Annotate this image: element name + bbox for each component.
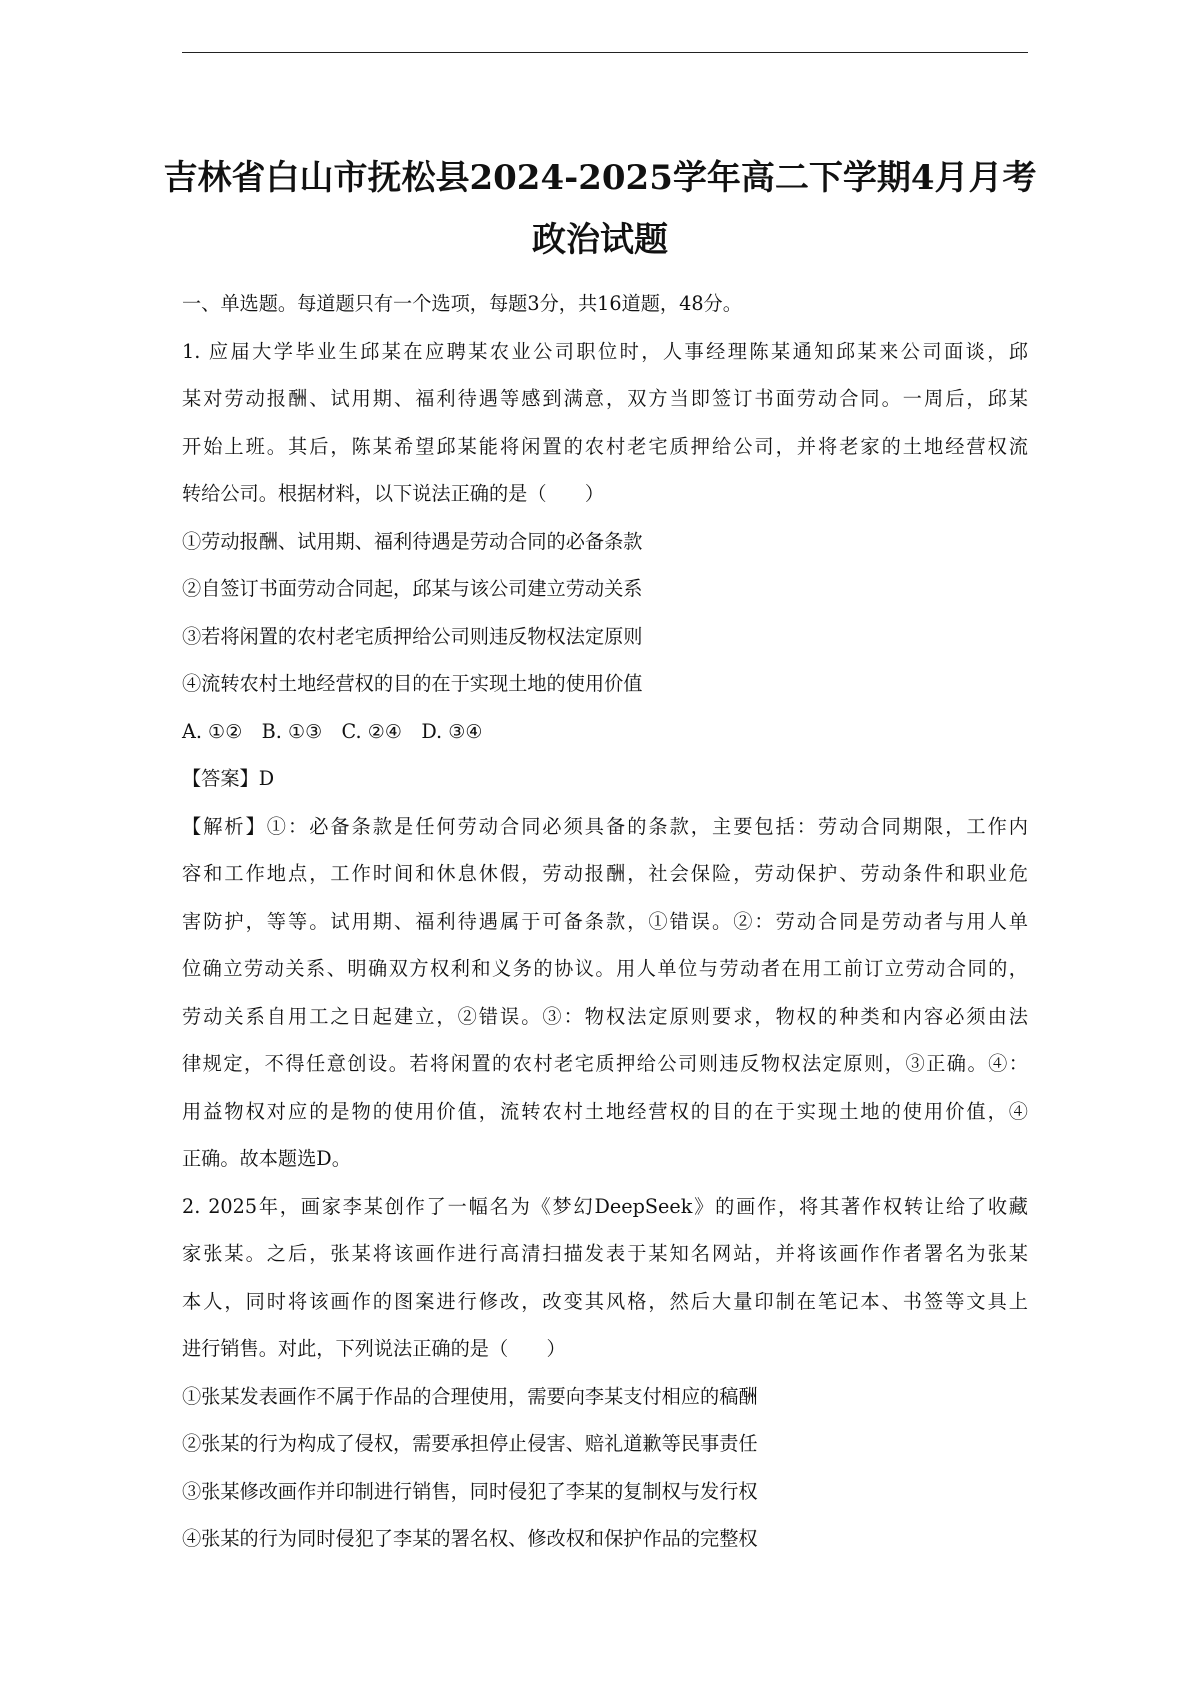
q1-analysis-line: 正确。故本题选D。	[182, 1147, 351, 1170]
q1-stem-line: 1. 应届大学毕业生邱某在应聘某农业公司职位时，人事经理陈某通知邱某来公司面谈，邱	[182, 339, 1028, 363]
q2-statement: ①张某发表画作不属于作品的合理使用，需要向李某支付相应的稿酬	[182, 1384, 758, 1408]
q2-statement: ④张某的行为同时侵犯了李某的署名权、修改权和保护作品的完整权	[182, 1527, 758, 1550]
q1-options: A. ①② B. ①③ C. ②④ D. ③④	[182, 719, 483, 743]
q2-stem-line: 进行销售。对此，下列说法正确的是（ ）	[182, 1337, 566, 1360]
q2-stem-line: 2. 2025年，画家李某创作了一幅名为《梦幻DeepSeek》的画作，将其著作权转让给了收藏	[182, 1194, 1028, 1218]
q2-statement: ②张某的行为构成了侵权，需要承担停止侵害、赔礼道歉等民事责任	[182, 1432, 758, 1455]
question-2	[182, 1183, 1028, 1563]
q2-stem-line: 本人，同时将该画作的图案进行修改，改变其风格，然后大量印制在笔记本、书签等文具上	[182, 1289, 1028, 1313]
q1-statement: ①劳动报酬、试用期、福利待遇是劳动合同的必备条款	[182, 529, 643, 553]
q1-stem-line: 某对劳动报酬、试用期、福利待遇等感到满意，双方当即签订书面劳动合同。一周后，邱某	[182, 387, 1028, 410]
q1-statement: ④流转农村土地经营权的目的在于实现土地的使用价值	[182, 672, 643, 695]
q2-stem-line: 家张某。之后，张某将该画作进行高清扫描发表于某知名网站，并将该画作作者署名为张某	[182, 1242, 1028, 1265]
q2-statement: ③张某修改画作并印制进行销售，同时侵犯了李某的复制权与发行权	[182, 1479, 758, 1503]
q1-analysis-line: 位确立劳动关系、明确双方权利和义务的协议。用人单位与劳动者在用工前订立劳动合同的，	[182, 957, 1028, 980]
q1-statement: ②自签订书面劳动合同起，邱某与该公司建立劳动关系	[182, 577, 643, 600]
q1-analysis-line: 律规定，不得任意创设。若将闲置的农村老宅质押给公司则违反物权法定原则，③正确。④：	[182, 1052, 1028, 1075]
header-rule	[182, 52, 1028, 53]
q1-analysis-line: 劳动关系自用工之日起建立，②错误。③：物权法定原则要求，物权的种类和内容必须由法	[182, 1004, 1028, 1028]
doc-body	[182, 280, 1028, 1563]
q1-analysis-line: 害防护，等等。试用期、福利待遇属于可备条款，①错误。②：劳动合同是劳动者与用人单	[182, 909, 1028, 933]
q1-statement: ③若将闲置的农村老宅质押给公司则违反物权法定原则	[182, 624, 643, 648]
doc-title: 吉林省白山市抚松县2024-2025学年高二下学期4月月考	[163, 158, 1037, 198]
q1-analysis-line: 容和工作地点，工作时间和休息休假，劳动报酬，社会保险，劳动保护、劳动条件和职业危	[182, 862, 1028, 885]
q1-stem-line: 开始上班。其后，陈某希望邱某能将闲置的农村老宅质押给公司，并将老家的土地经营权流	[182, 434, 1028, 458]
section-heading: 一、单选题。每道题只有一个选项，每题3分，共16道题，48分。	[182, 292, 742, 315]
q1-analysis-line: 【解析】①：必备条款是任何劳动合同必须具备的条款，主要包括：劳动合同期限，工作内	[182, 814, 1028, 838]
q1-analysis-line: 用益物权对应的是物的使用价值，流转农村土地经营权的目的在于实现土地的使用价值，④	[182, 1099, 1028, 1123]
q1-stem-line: 转给公司。根据材料，以下说法正确的是（ ）	[182, 482, 605, 505]
q1-answer: 【答案】D	[182, 767, 275, 790]
doc-subtitle: 政治试题	[532, 220, 668, 260]
question-1	[182, 328, 1028, 1183]
